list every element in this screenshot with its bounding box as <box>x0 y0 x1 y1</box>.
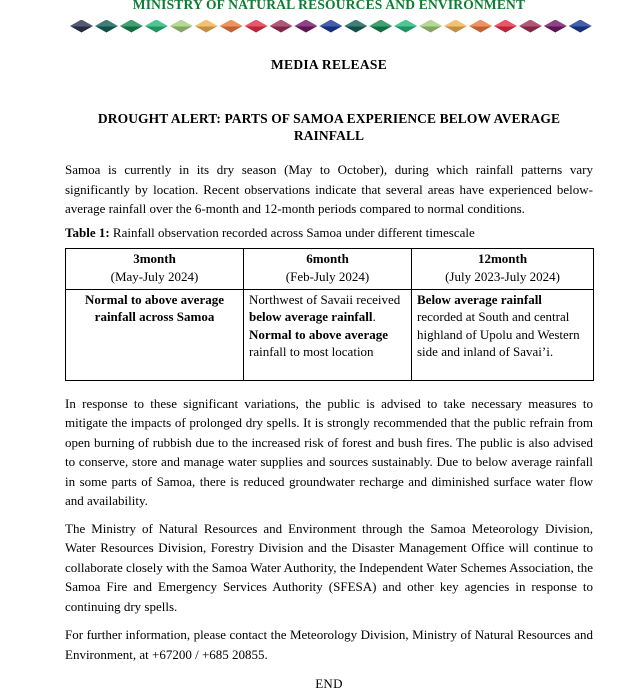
paragraph-advisory: In response to these significant variations, the public is advised to take necessary measures to mitigate the impacts of prolonged dry spells. It is strongly recommended that the public refrain from open burning of rubbish due to the increased risk of forest and bush fires. The public is also advised to conserve, store and manage water supplies and sources sustainably. Due to below average rainfall in some parts of Samoa, there is reduced groundwater recharge and diminished surface water flow and availability. <box>65 395 593 508</box>
diamond-icon <box>344 20 367 33</box>
ministry-title: MINISTRY OF NATURAL RESOURCES AND ENVIRONMENT <box>132 0 526 12</box>
diamond-icon <box>444 20 467 33</box>
table-cell-3month <box>66 289 244 380</box>
text-segment: Below average rainfall <box>417 291 542 307</box>
paragraph-agencies: The Ministry of Natural Resources and Environment through the Samoa Meteorology Division, Water Resources Division, Forestry Division and the Disaster Management Office will continue to collaborate closely with the Samoa Water Authority, the Independent Water Schemes Association, the Samoa Fire and Emergency Services Authority (SFESA) and other key agencies in response to continuing dry spells. <box>65 520 593 614</box>
table-header-3month <box>66 248 244 289</box>
text-segment: Northwest of Savaii received <box>249 291 401 307</box>
diamond-icon <box>145 20 168 33</box>
table-header-12month <box>412 248 594 289</box>
text-segment: . <box>372 309 376 324</box>
media-release-heading: MEDIA RELEASE <box>270 57 388 72</box>
diamond-icon <box>170 20 193 33</box>
diamond-icon <box>369 20 392 33</box>
diamond-icon <box>469 20 492 33</box>
paragraph-intro: Samoa is currently in its dry season (May to October), during which rainfall patterns vary significantly by location. Recent observations indicate that several areas have experienced below-average rainfall over the 6-month and 12-month periods compared to normal conditions. <box>65 162 593 216</box>
text-segment: recorded at South and central highland of Upolu and Western side and inland of Savai’i. <box>417 309 580 359</box>
diamond-icon <box>319 20 342 33</box>
paragraph-contact: For further information, please contact the Meteorology Division, Ministry of Natural Resources and Environment, at +67200 / +685 20855. <box>65 627 593 662</box>
document-page <box>65 0 593 691</box>
table-header-6month <box>244 248 412 289</box>
diamond-icon <box>569 20 592 33</box>
text-segment: Rainfall observation recorded across Samoa under different timescale <box>109 224 475 240</box>
header-period-3month: (May-July 2024) <box>110 268 199 284</box>
rainfall-table <box>65 248 594 381</box>
diamond-icon <box>120 20 143 33</box>
diamond-icon <box>195 20 218 33</box>
text-segment: Normal to above average rainfall across Samoa <box>85 291 224 324</box>
diamond-icon <box>70 20 93 33</box>
table-cell-12month <box>412 289 594 380</box>
table-data-row <box>66 289 594 380</box>
table-cell-6month <box>244 289 412 380</box>
diamond-icon <box>270 20 293 33</box>
header-timescale-12month: 12month <box>477 250 528 266</box>
table-caption <box>65 225 593 240</box>
diamond-icon <box>519 20 542 33</box>
header-timescale-6month: 6month <box>306 250 349 266</box>
diamond-icon <box>294 20 317 33</box>
diamond-icon <box>494 20 517 33</box>
diamond-icon <box>95 20 118 33</box>
header-timescale-3month: 3month <box>133 250 176 266</box>
diamond-icon <box>220 20 243 33</box>
diamond-icon <box>419 20 442 33</box>
headline: DROUGHT ALERT: PARTS OF SAMOA EXPERIENCE BELOW AVERAGE RAINFALL <box>97 111 561 143</box>
header-period-12month: (July 2023-July 2024) <box>445 268 560 284</box>
diamond-icon <box>245 20 268 33</box>
diamond-icon <box>394 20 417 33</box>
text-segment: Table 1: <box>65 224 110 240</box>
header-period-6month: (Feb-July 2024) <box>285 268 370 284</box>
text-segment: Normal to above average <box>249 326 388 342</box>
diamond-icon <box>544 20 567 33</box>
decorative-divider <box>70 19 592 33</box>
end-label: END <box>315 676 343 691</box>
table-header-row <box>66 248 594 289</box>
text-segment: below average rainfall <box>249 309 373 324</box>
text-segment: rainfall to most location <box>249 344 374 359</box>
